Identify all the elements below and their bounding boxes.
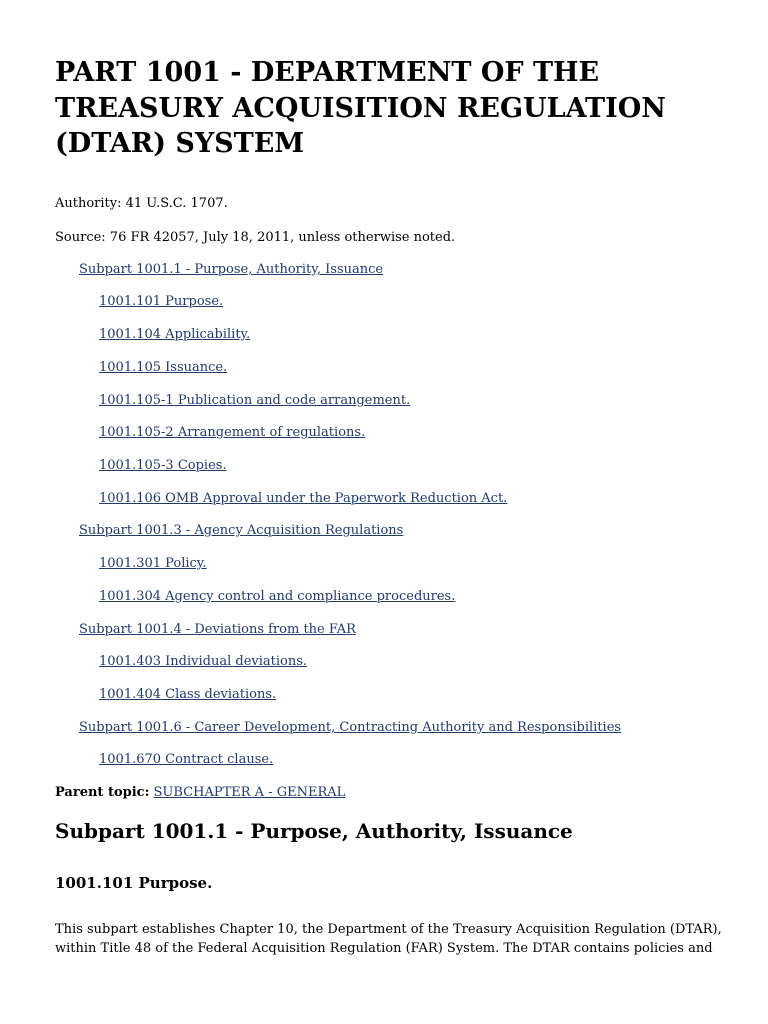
toc-link-1001-105[interactable]: 1001.105 Issuance. <box>99 360 228 375</box>
toc-link-1001-104[interactable]: 1001.104 Applicability. <box>99 327 251 342</box>
parent-topic <box>55 784 345 802</box>
section-subheading: 1001.101 Purpose. <box>55 874 213 892</box>
parent-topic-link[interactable]: SUBCHAPTER A - GENERAL <box>153 785 346 800</box>
toc-link-1001-106[interactable]: 1001.106 OMB Approval under the Paperwork Reduction Act. <box>99 491 508 506</box>
section-heading: Subpart 1001.1 - Purpose, Authority, Issuance <box>55 819 573 843</box>
toc-link-subpart-1001-1[interactable]: Subpart 1001.1 - Purpose, Authority, Issuance <box>79 262 384 277</box>
toc-link-1001-105-2[interactable]: 1001.105-2 Arrangement of regulations. <box>99 425 366 440</box>
authority-text: Authority: 41 U.S.C. 1707. <box>55 196 228 211</box>
toc-link-1001-403[interactable]: 1001.403 Individual deviations. <box>99 654 308 669</box>
parent-topic-label: Parent topic: <box>55 785 150 800</box>
toc-link-1001-304[interactable]: 1001.304 Agency control and compliance procedures. <box>99 589 456 604</box>
toc-link-1001-404[interactable]: 1001.404 Class deviations. <box>99 687 277 702</box>
page-title: PART 1001 - DEPARTMENT OF THE TREASURY ACQUISITION REGULATION (DTAR) SYSTEM <box>55 57 666 159</box>
section-body-text: This subpart establishes Chapter 10, the Department of the Treasury Acquisition Regulation (DTAR), within Title 48 of the Federal Acquisition Regulation (FAR) System. The DTAR contains policies and <box>55 922 722 956</box>
toc-link-1001-105-1[interactable]: 1001.105-1 Publication and code arrangement. <box>99 393 411 408</box>
toc-link-1001-101[interactable]: 1001.101 Purpose. <box>99 294 224 309</box>
toc-link-1001-670[interactable]: 1001.670 Contract clause. <box>99 752 274 767</box>
toc-link-subpart-1001-6[interactable]: Subpart 1001.6 - Career Development, Contracting Authority and Responsibilities <box>79 720 622 735</box>
toc-link-1001-301[interactable]: 1001.301 Policy. <box>99 556 207 571</box>
toc-link-1001-105-3[interactable]: 1001.105-3 Copies. <box>99 458 227 473</box>
toc-link-subpart-1001-4[interactable]: Subpart 1001.4 - Deviations from the FAR <box>79 622 356 637</box>
source-text: Source: 76 FR 42057, July 18, 2011, unless otherwise noted. <box>55 230 456 245</box>
toc-link-subpart-1001-3[interactable]: Subpart 1001.3 - Agency Acquisition Regulations <box>79 523 404 538</box>
